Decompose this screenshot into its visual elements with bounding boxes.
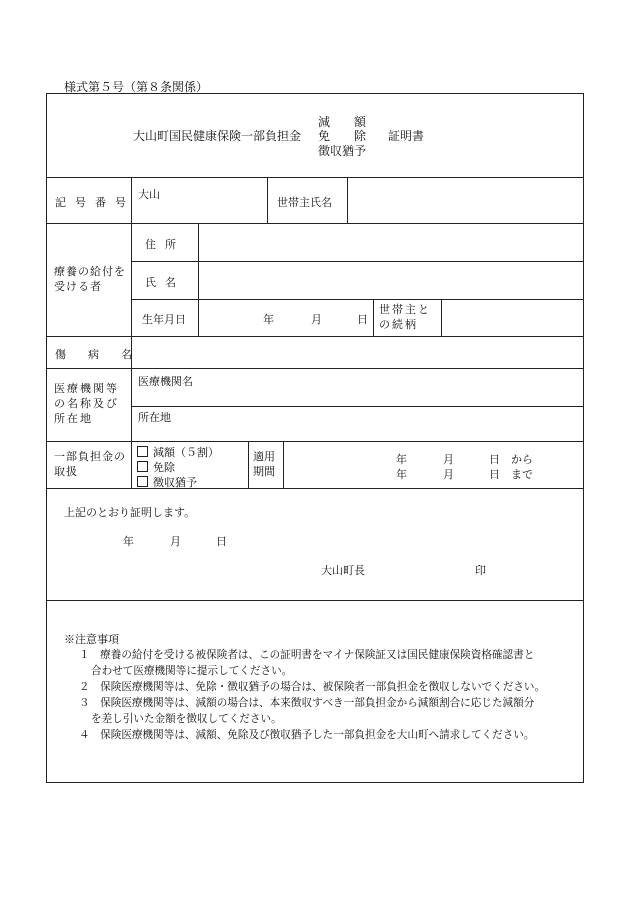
notes-heading: ※注意事項 xyxy=(64,633,119,646)
cert-month: 月 xyxy=(170,535,181,548)
period-from-year: 年 xyxy=(396,453,407,466)
recipient-label: 療養の給付を受ける者 xyxy=(54,265,126,293)
title-option-reduce: 減 額 xyxy=(318,115,367,129)
period-label: 適用期間 xyxy=(253,450,275,478)
divider-record xyxy=(46,223,584,224)
facility-name-label: 医療機関名 xyxy=(138,375,193,388)
col-period-left xyxy=(248,441,249,488)
facility-address-label: 所在地 xyxy=(138,411,171,424)
col-relation-left xyxy=(373,299,374,336)
mayor-label: 大山町長 xyxy=(321,564,365,577)
period-to-year: 年 xyxy=(396,468,407,481)
period-to-month: 月 xyxy=(443,468,454,481)
period-from-day: 日 xyxy=(489,453,500,466)
disease-label: 傷病名 xyxy=(55,348,154,361)
birthdate-label: 生年月日 xyxy=(142,313,186,326)
col-relation-right xyxy=(441,299,442,336)
note-item: ２ 保険医療機関等は、免除・徴収猶予の場合は、被保険者一部負担金を徴収しないでください。 xyxy=(79,681,546,693)
handling-option-defer[interactable] xyxy=(137,474,197,490)
divider-recipient xyxy=(46,336,584,337)
relation-label: 世帯主との続柄 xyxy=(379,303,431,331)
checkbox-icon[interactable] xyxy=(137,461,148,472)
title-option-exempt: 免 除 xyxy=(318,129,367,143)
period-to-label: まで xyxy=(511,468,533,481)
birth-month: 月 xyxy=(311,313,322,326)
col-period-right xyxy=(283,441,284,488)
period-to-day: 日 xyxy=(489,468,500,481)
address-label: 住所 xyxy=(145,238,185,251)
title-option-defer: 徴収猶予 xyxy=(318,144,367,158)
cert-day: 日 xyxy=(216,535,227,548)
divider-handling xyxy=(46,488,584,489)
seal-label: 印 xyxy=(475,564,486,577)
col-label-separator xyxy=(131,177,132,488)
checkbox-icon[interactable] xyxy=(137,446,148,457)
divider-title xyxy=(46,177,584,178)
checkbox-icon[interactable] xyxy=(137,476,148,487)
certification-statement: 上記のとおり証明します。 xyxy=(64,506,196,519)
col-householder-left xyxy=(267,177,268,223)
facility-label: 医療機関等の名称及び所在地 xyxy=(54,382,119,425)
record-number-label: 記号番号 xyxy=(55,196,135,209)
record-number-value: 大山 xyxy=(138,188,160,201)
handling-option-exempt[interactable] xyxy=(137,459,175,475)
col-householder-right xyxy=(347,177,348,223)
period-from-month: 月 xyxy=(443,453,454,466)
handling-label: 一部負担金の取扱 xyxy=(54,450,126,478)
handling-option-exempt-label: 免除 xyxy=(153,461,175,474)
note-item: ４ 保険医療機関等は、減額、免除及び徴収猶予した一部負担金を大山町へ請求してください。 xyxy=(79,729,535,741)
divider-facility-name xyxy=(131,406,584,407)
handling-option-defer-label: 徴収猶予 xyxy=(153,476,197,489)
col-sublabel-separator xyxy=(198,223,199,336)
note-item: ３ 保険医療機関等は、減額の場合は、本来徴収すべき一部負担金から減額割合に応じた減額分 xyxy=(79,697,535,709)
divider-certification xyxy=(46,600,584,601)
title-suffix: 証明書 xyxy=(388,129,425,143)
divider-disease xyxy=(46,368,584,369)
notes-list xyxy=(79,647,545,743)
birth-year: 年 xyxy=(263,313,274,326)
handling-option-reduce[interactable] xyxy=(137,444,219,460)
birth-day: 日 xyxy=(357,313,368,326)
handling-option-reduce-label: 減額（５割） xyxy=(153,446,219,459)
period-from-label: から xyxy=(511,453,533,466)
cert-year: 年 xyxy=(123,535,134,548)
note-item: 合わせて医療機関等に提示してください。 xyxy=(91,665,293,677)
form-number: 様式第５号（第８条関係） xyxy=(64,80,209,94)
note-item: １ 療養の給付を受ける被保険者は、この証明書をマイナ保険証又は国民健康保険資格確認書と xyxy=(79,649,535,661)
name-label: 氏名 xyxy=(145,276,185,289)
title-prefix: 大山町国民健康保険一部負担金 xyxy=(133,129,302,143)
note-item: を差し引いた金額を徴収してください。 xyxy=(91,713,282,725)
divider-facility xyxy=(46,441,584,442)
householder-label: 世帯主氏名 xyxy=(277,196,332,209)
